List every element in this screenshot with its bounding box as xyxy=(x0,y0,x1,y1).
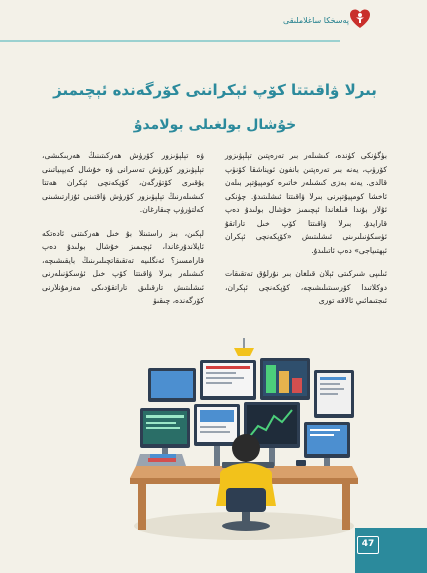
left-text-column xyxy=(42,149,204,318)
right-text-column xyxy=(225,149,387,318)
multi-screen-workstation-illustration xyxy=(126,338,362,542)
paragraph: ئىلىپى شىركىتى ئېلان قىلغان بىر نۇرلۇق تەتقىقات دوكلاتىدا كۆرسىتىلىشىچە، كۆپكەنچى ئېكران، ئىجتىمائىي ئالاقە تورى xyxy=(225,269,387,305)
paragraph: ۋە تېلېۋىزور كۆرۈش ھەركىتىنىڭ ھەربىكىشى، تېلېۋىزور كۆرۈش تەسرانى ۋە خۇشال كەيپىياتىنى يۇقىرى كۆتۈرگەن، كۆپكەنچى ئېكران ھەتتا كىشىلەرنىڭ تېلېۋىزور كۆرۈش ۋاقتىنى ئۇزارتىشىنى كەلتۈرۈپ چىقارغان. xyxy=(42,151,204,214)
section-label: پەسخكا ساغلاملىقى xyxy=(283,16,349,25)
header-divider xyxy=(0,40,340,42)
heart-person-icon xyxy=(349,8,371,30)
article-title-line-2: خۇشال بولغىلى بولامدۇ xyxy=(133,117,297,133)
paragraph: لېكىن، بىز راستىنلا بۇ خىل ھەركىتنى ئادەتكە ئايلاندۇرغاندا، ئېچىمىز خۇشال بولىدۇ دەپ قارامسىز؟ ئەنگلىيە تەتقىقاتچىلىرىنىڭ بايقىشىچە، كىشىلەر بىرلا ۋاقىتتا كۆپ خىل ئۈسكۈنىلەرنى ئىشلىتىش تارقىلىق تاراتقۇدىكى مەزمۇنلارنى كۆرگەندە، چىقىۋ xyxy=(42,228,204,305)
paragraph: بۈگۈنكى كۈندە، كىشىلەر بىر تەرەپتىن تېلېۋىزور كۆرۈپ، يەنە بىر تەرەپتىن بانفون ئويناشقا كۆنۈپ قالدى. يەنە بەزى كىشىلەر خاتىرە كومپيۇتېر بىلەن ئاخشا كومپيۇتېرنى بىرلا ۋاقىتتا ئىشلىتىدۇ. چۈنكى ئۇلار بۇندا قىلغاندا ئېچىمىز خۇشال بولىدۇ دەپ قارايدۇ. بىرلا ۋاقىتتا كۆپ خىل تاراتقۇ ئۈسكۈنىلىرىنى ئىشلىتىش «كۆپكەنچى ئېكران ئېھتىياجى» دەپ ئاتىلىدۇ. xyxy=(225,151,387,255)
article-title-line-1: بىرلا ۋاقىتتا كۆپ ئېكراننى كۆرگەندە ئېچىمىز xyxy=(53,81,377,99)
page-number: 47 xyxy=(361,539,375,549)
